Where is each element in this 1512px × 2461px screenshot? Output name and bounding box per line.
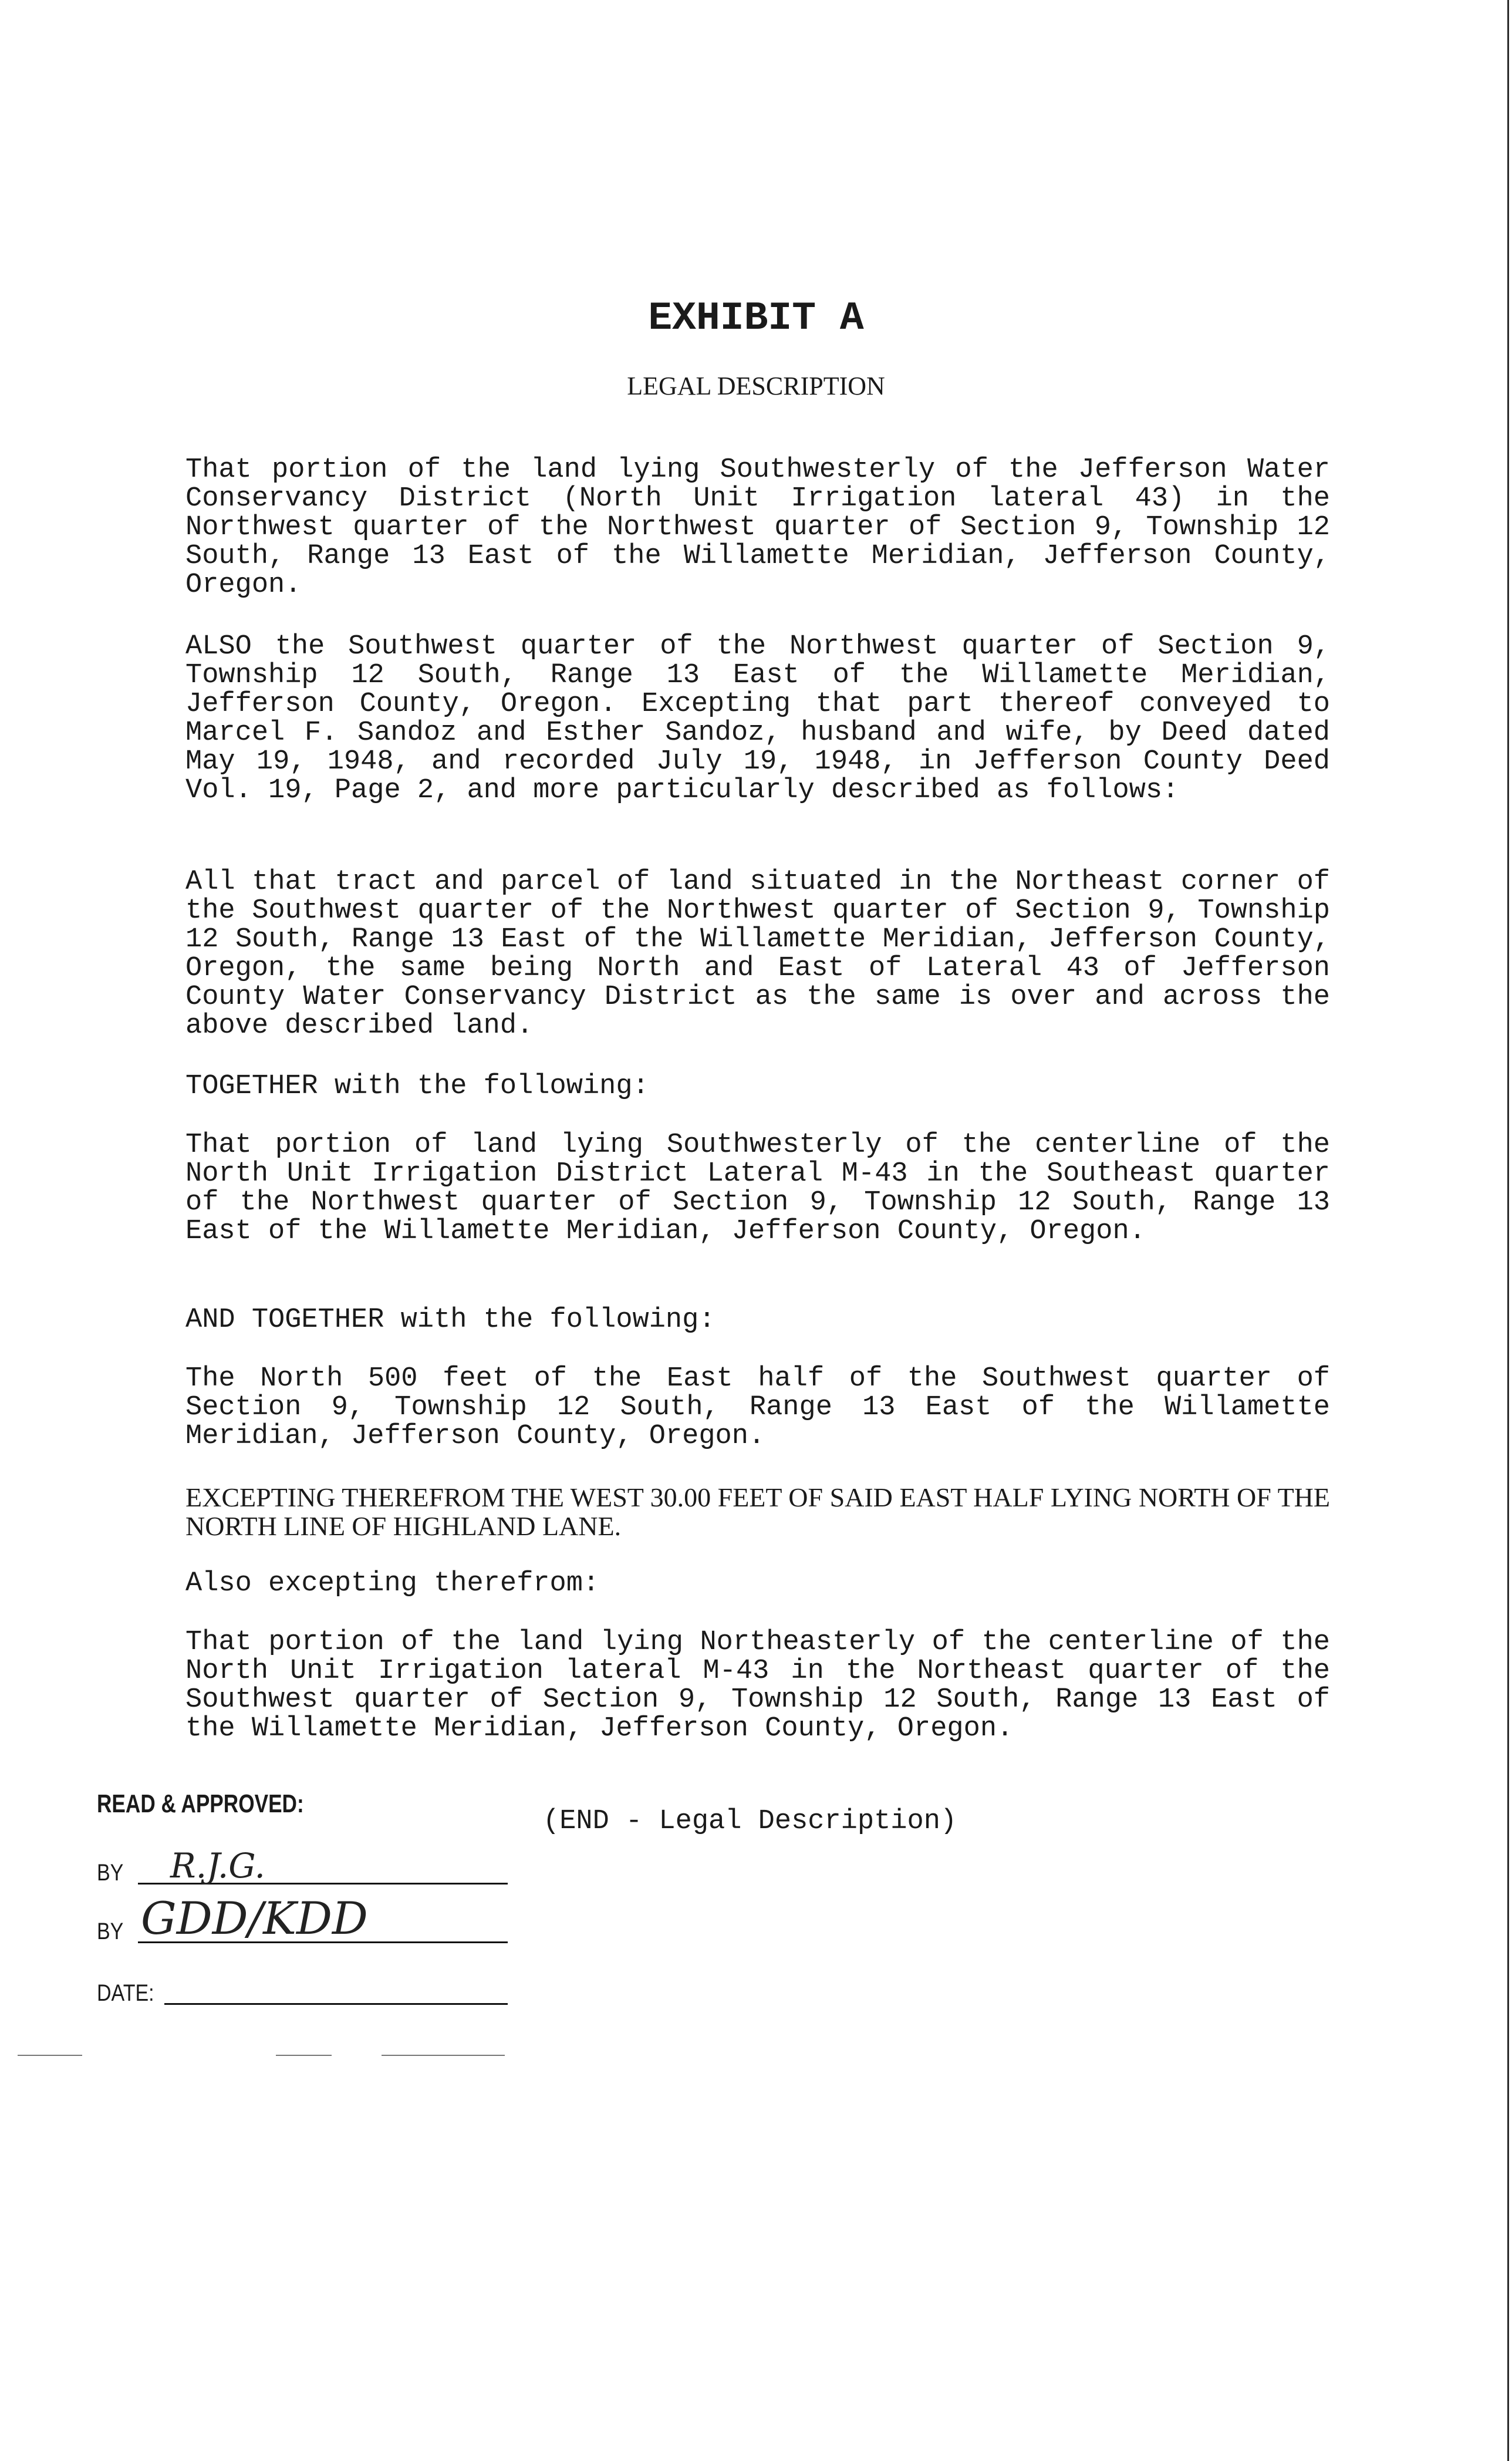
scan-artifact-mid [276, 2055, 332, 2056]
paragraph-and-together-heading: AND TOGETHER with the following: [185, 1304, 716, 1336]
paragraph-northeast-portion: That portion of the land lying Northeasterly of the centerline of the North Unit Irrigation lateral M-43 in the Northeast quarter of the Southwest quarter of Section 9, Township 12 South, Range 13 East of the Willamette Meridian, Jefferson County, Oregon. [185, 1627, 1330, 1744]
paragraph-excepting-west: EXCEPTING THEREFROM THE WEST 30.00 FEET OF SAID EAST HALF LYING NORTH OF THE NORTH LINE OF HIGHLAND LANE. [185, 1482, 1330, 1541]
paragraph-northwest-portion: That portion of the land lying Southwesterly of the Jefferson Water Conservancy District (North Unit Irrigation lateral 43) in the Northwest quarter of the Northwest quarter of Section 9, Township 12 South, Range 13 East of the Willamette Meridian, Jefferson County, Oregon. [185, 454, 1330, 601]
approval-heading: READ & APPROVED: [97, 1789, 304, 1818]
paragraph-also-southwest: ALSO the Southwest quarter of the Northwest quarter of Section 9, Township 12 South, Range 13 East of the Willamette Meridian, Jefferson County, Oregon. Excepting that part thereof conveyed to Marcel F. Sandoz and Esther Sandoz, husband and wife, by Deed dated May 19, 1948, and recorded July 19, 1948, in Jefferson County Deed Vol. 19, Page 2, and more particularly described as follows: [185, 631, 1330, 806]
signature-label-1: BY [97, 1860, 124, 1886]
paragraph-north-500-feet: The North 500 feet of the East half of the Southwest quarter of Section 9, Township 12 South, Range 13 East of the Willamette Meridian, Jefferson County, Oregon. [185, 1363, 1330, 1452]
scan-artifact-left [18, 2055, 82, 2056]
signature-label-2: BY [97, 1919, 124, 1944]
signature-initials-1: R.J.G. [170, 1846, 265, 1886]
paragraph-together-heading: TOGETHER with the following: [185, 1071, 649, 1102]
date-label: DATE: [97, 1980, 154, 2006]
document-subtitle: LEGAL DESCRIPTION [627, 372, 885, 400]
paragraph-southeast-portion: That portion of land lying Southwesterly of the centerline of the North Unit Irrigation District Lateral M-43 in the Southeast quarter of the Northwest quarter of Section 9, Township 12 South, Range 13 East of the Willamette Meridian, Jefferson County, Oregon. [185, 1130, 1330, 1247]
paragraph-tract-parcel: All that tract and parcel of land situated in the Northeast corner of the Southwest quarter of the Northwest quarter of Section 9, Township 12 South, Range 13 East of the Willamette Meridian, Jefferson County, Oregon, the same being North and East of Lateral 43 of Jefferson County Water Conservancy District as the same is over and across the above described land. [185, 867, 1330, 1041]
signature-line-2 [97, 1892, 508, 1949]
document-title: EXHIBIT A [648, 296, 864, 341]
paragraph-also-excepting-heading: Also excepting therefrom: [185, 1568, 600, 1599]
date-rule [164, 2003, 508, 2005]
approval-block [97, 1788, 531, 2034]
end-note: (END - Legal Description) [543, 1806, 957, 1837]
signature-initials-2: GDD/KDD [141, 1892, 368, 1944]
date-line [97, 1964, 508, 2011]
scan-edge [1507, 0, 1509, 2461]
signature-line-1 [97, 1843, 508, 1890]
scan-artifact-right [382, 2055, 505, 2056]
